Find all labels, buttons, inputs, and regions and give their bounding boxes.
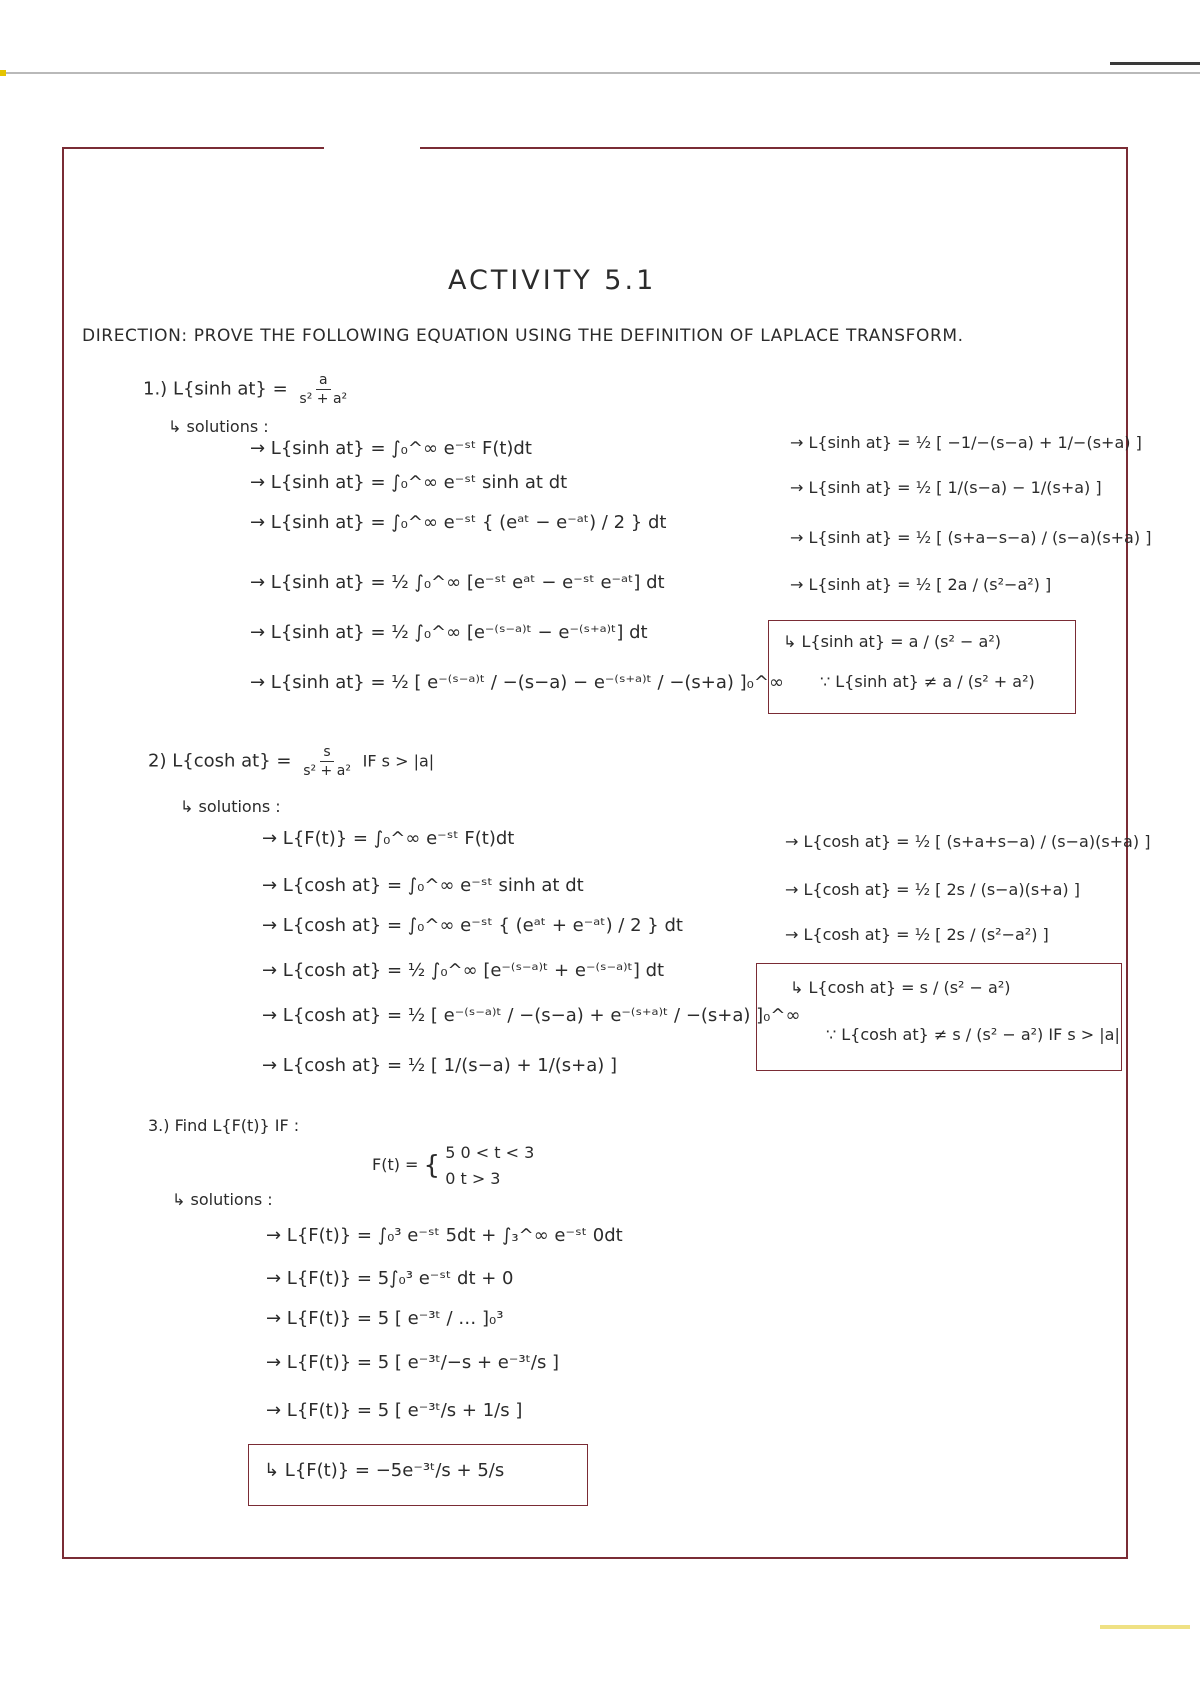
problem2-fraction [300, 744, 354, 779]
p1-step-1: → L{sinh at} = ∫₀^∞ e⁻ˢᵗ F(t)dt [250, 438, 532, 459]
piecewise-lhs: F(t) = [372, 1155, 419, 1175]
direction-text: DIRECTION: PROVE THE FOLLOWING EQUATION USING THE DEFINITION OF LAPLACE TRANSFORM. [82, 326, 964, 346]
p2-result: ↳ L{cosh at} = s / (s² − a²) [790, 978, 1011, 997]
problem2-condition: IF s > |a| [362, 751, 435, 771]
p3-step-4: → L{F(t)} = 5 [ e⁻³ᵗ/−s + e⁻³ᵗ/s ] [266, 1352, 560, 1373]
p1-right-step-4: → L{sinh at} = ½ [ 2a / (s²−a²) ] [790, 575, 1052, 594]
problem2-statement [148, 744, 434, 779]
problem1-statement [143, 372, 353, 407]
page-border [62, 147, 1128, 1559]
problem2-num: s [320, 744, 333, 762]
p1-step-4: → L{sinh at} = ½ ∫₀^∞ [e⁻ˢᵗ eᵃᵗ − e⁻ˢᵗ e⁻ᵃᵗ] dt [250, 572, 665, 593]
problem3-solutions-label: ↳ solutions : [172, 1190, 273, 1209]
page-border-top-right [420, 147, 1126, 149]
piecewise-cases [445, 1140, 534, 1191]
problem3-statement [148, 1116, 299, 1135]
problem1-fraction [296, 372, 350, 407]
p3-step-5: → L{F(t)} = 5 [ e⁻³ᵗ/s + 1/s ] [266, 1400, 523, 1421]
p3-result: ↳ L{F(t)} = −5e⁻³ᵗ/s + 5/s [264, 1460, 505, 1481]
top-yellow-mark [0, 70, 6, 76]
p1-right-step-1: → L{sinh at} = ½ [ −1/−(s−a) + 1/−(s+a) ] [790, 433, 1142, 452]
piecewise-case-2: 0 t > 3 [445, 1168, 501, 1188]
p1-step-5: → L{sinh at} = ½ ∫₀^∞ [e⁻⁽ˢ⁻ᵃ⁾ᵗ − e⁻⁽ˢ⁺ᵃ⁾ᵗ] dt [250, 622, 648, 643]
p1-right-step-3: → L{sinh at} = ½ [ (s+a−s−a) / (s−a)(s+a) ] [790, 528, 1152, 547]
piecewise-case-1: 5 0 < t < 3 [445, 1143, 535, 1162]
problem1-number: 1.) [143, 378, 168, 400]
problem1-num: a [316, 372, 331, 390]
p2-step-6: → L{cosh at} = ½ [ 1/(s−a) + 1/(s+a) ] [262, 1055, 618, 1076]
problem1-den: s² + a² [299, 391, 348, 408]
top-scan-mark [1110, 62, 1200, 65]
piecewise-brace: { [423, 1150, 441, 1181]
problem3-number: 3.) [148, 1116, 170, 1135]
p2-step-2: → L{cosh at} = ∫₀^∞ e⁻ˢᵗ sinh at dt [262, 875, 584, 896]
p3-step-3: → L{F(t)} = 5 [ e⁻³ᵗ / … ]₀³ [266, 1308, 504, 1329]
problem2-number: 2) [148, 750, 167, 772]
bottom-yellow-mark [1100, 1625, 1190, 1629]
p2-right-step-1: → L{cosh at} = ½ [ (s+a+s−a) / (s−a)(s+a) ] [785, 832, 1151, 851]
top-scan-line [0, 72, 1200, 74]
p2-step-3: → L{cosh at} = ∫₀^∞ e⁻ˢᵗ { (eᵃᵗ + e⁻ᵃᵗ) / 2 } dt [262, 915, 683, 936]
page-border-top-left [62, 147, 324, 149]
p1-conclusion: ∵ L{sinh at} ≠ a / (s² + a²) [820, 672, 1035, 691]
p2-step-1: → L{F(t)} = ∫₀^∞ e⁻ˢᵗ F(t)dt [262, 828, 515, 849]
p1-step-2: → L{sinh at} = ∫₀^∞ e⁻ˢᵗ sinh at dt [250, 472, 568, 493]
problem1-lhs: L{sinh at} = [172, 378, 288, 400]
p3-step-1: → L{F(t)} = ∫₀³ e⁻ˢᵗ 5dt + ∫₃^∞ e⁻ˢᵗ 0dt [266, 1225, 623, 1246]
p1-step-3: → L{sinh at} = ∫₀^∞ e⁻ˢᵗ { (eᵃᵗ − e⁻ᵃᵗ) / 2 } dt [250, 512, 667, 533]
problem2-solutions-label: ↳ solutions : [180, 797, 281, 816]
p1-result: ↳ L{sinh at} = a / (s² − a²) [783, 632, 1001, 651]
p1-step-6: → L{sinh at} = ½ [ e⁻⁽ˢ⁻ᵃ⁾ᵗ / −(s−a) − e⁻⁽ˢ⁺ᵃ⁾ᵗ / −(s+a) ]₀^∞ [250, 672, 784, 693]
problem3-text: Find L{F(t)} IF : [174, 1116, 300, 1135]
p2-step-4: → L{cosh at} = ½ ∫₀^∞ [e⁻⁽ˢ⁻ᵃ⁾ᵗ + e⁻⁽ˢ⁻ᵃ⁾ᵗ] dt [262, 960, 665, 981]
page-title: ACTIVITY 5.1 [448, 265, 657, 296]
p2-step-5: → L{cosh at} = ½ [ e⁻⁽ˢ⁻ᵃ⁾ᵗ / −(s−a) + e⁻⁽ˢ⁺ᵃ⁾ᵗ / −(s+a) ]₀^∞ [262, 1005, 801, 1026]
p2-right-step-3: → L{cosh at} = ½ [ 2s / (s²−a²) ] [785, 925, 1049, 944]
problem3-piecewise [372, 1140, 534, 1191]
p2-right-step-2: → L{cosh at} = ½ [ 2s / (s−a)(s+a) ] [785, 880, 1080, 899]
p2-conclusion: ∵ L{cosh at} ≠ s / (s² − a²) IF s > |a| [826, 1025, 1120, 1044]
p3-step-2: → L{F(t)} = 5∫₀³ e⁻ˢᵗ dt + 0 [266, 1268, 514, 1289]
p1-right-step-2: → L{sinh at} = ½ [ 1/(s−a) − 1/(s+a) ] [790, 478, 1102, 497]
problem2-lhs: L{cosh at} = [172, 750, 292, 772]
problem2-den: s² + a² [303, 763, 351, 780]
problem1-solutions-label: ↳ solutions : [168, 417, 269, 436]
